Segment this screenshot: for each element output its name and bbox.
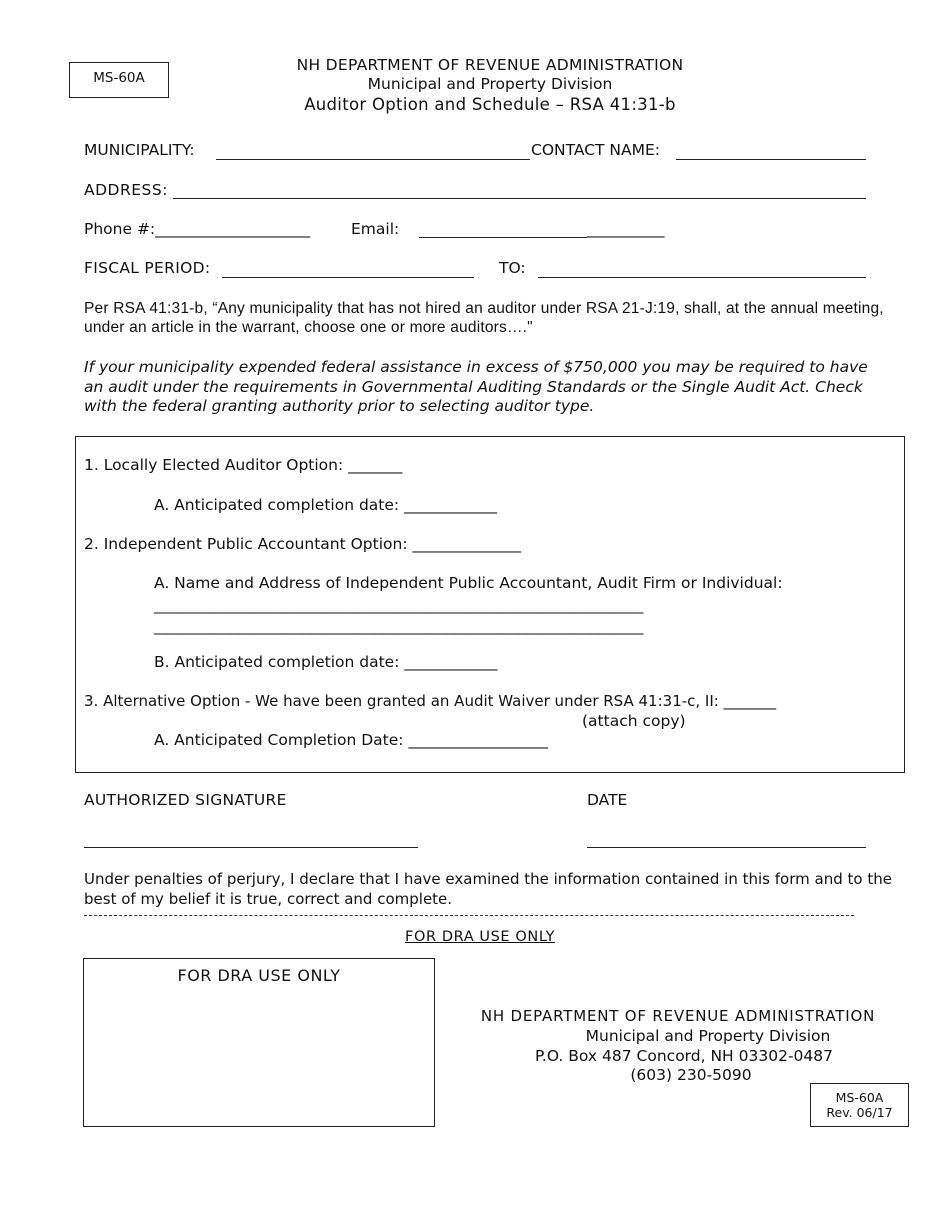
date-field[interactable]: [587, 847, 866, 848]
form-code-bottom: MS-60A: [835, 1090, 884, 1105]
dra-use-only-box: [83, 958, 435, 1127]
form-code-box-bottom: [810, 1083, 909, 1127]
fiscal-period-label: FISCAL PERIOD:: [84, 259, 211, 277]
municipality-label: MUNICIPALITY:: [84, 141, 195, 159]
address-field[interactable]: [173, 198, 866, 199]
option-2-completion-date: B. Anticipated completion date: ____________: [154, 653, 498, 671]
address-label: ADDRESS:: [84, 181, 168, 199]
fiscal-period-to-field[interactable]: [538, 277, 866, 278]
contact-name-label: CONTACT NAME:: [531, 141, 661, 159]
option-2-line-2[interactable]: ____________________________________________________________________: [154, 619, 644, 635]
municipality-field[interactable]: [216, 159, 530, 160]
to-label: TO:: [499, 259, 526, 277]
contact-name-field[interactable]: [676, 159, 866, 160]
dra-box-title: FOR DRA USE ONLY: [177, 966, 341, 985]
phone-label: Phone #:____________________: [84, 220, 311, 238]
dra-use-only-heading: FOR DRA USE ONLY: [405, 929, 556, 945]
form-code-box-top: [69, 62, 169, 98]
page-title: Auditor Option and Schedule – RSA 41:31-b: [304, 95, 676, 114]
authorized-signature-label: AUTHORIZED SIGNATURE: [84, 791, 287, 809]
federal-notice: If your municipality expended federal assistance in excess of $750,000 you may be required to have an audit under the requirements in Governmental Auditing Standards or the Single Audit Act. Check with the federal granting authority prior to selecting auditor type.: [84, 358, 868, 415]
dashed-separator: [84, 915, 854, 916]
form-code-top: MS-60A: [93, 70, 145, 86]
header-department: NH DEPARTMENT OF REVENUE ADMINISTRATION: [296, 56, 684, 74]
fiscal-period-from-field[interactable]: [222, 277, 474, 278]
header-division: Municipal and Property Division: [367, 75, 613, 93]
footer-department: NH DEPARTMENT OF REVENUE ADMINISTRATION: [480, 1007, 876, 1025]
authorized-signature-field[interactable]: [84, 847, 418, 848]
email-field-tail: __________: [587, 220, 665, 238]
option-2-line-1[interactable]: ____________________________________________________________________: [154, 598, 644, 614]
date-label: DATE: [587, 791, 628, 809]
option-2-independent-accountant: 2. Independent Public Accountant Option: ______________: [84, 535, 521, 553]
email-field[interactable]: [419, 237, 587, 238]
option-3-alternative: 3. Alternative Option - We have been granted an Audit Waiver under RSA 41:31-c, II: _______: [84, 692, 777, 710]
option-3-attach-note: (attach copy): [582, 712, 686, 730]
option-2-name-address: A. Name and Address of Independent Public Accountant, Audit Firm or Individual:: [154, 574, 783, 592]
perjury-statement: Under penalties of perjury, I declare that I have examined the information contained in this form and to the best of my belief it is true, correct and complete.: [84, 870, 892, 908]
option-3-completion-date: A. Anticipated Completion Date: __________________: [154, 731, 548, 749]
option-1-locally-elected: 1. Locally Elected Auditor Option: _______: [84, 456, 403, 474]
footer-phone: (603) 230-5090: [630, 1066, 752, 1084]
footer-po-box: P.O. Box 487 Concord, NH 03302-0487: [535, 1047, 833, 1065]
statute-text: Per RSA 41:31-b, “Any municipality that has not hired an auditor under RSA 21-J:19, shall, at the annual meeting, under an article in the warrant, choose one or more auditors….": [84, 300, 884, 336]
footer-division: Municipal and Property Division: [585, 1027, 831, 1045]
form-revision: Rev. 06/17: [826, 1105, 893, 1120]
option-1-completion-date: A. Anticipated completion date: ____________: [154, 496, 498, 514]
email-label: Email:: [351, 220, 400, 238]
